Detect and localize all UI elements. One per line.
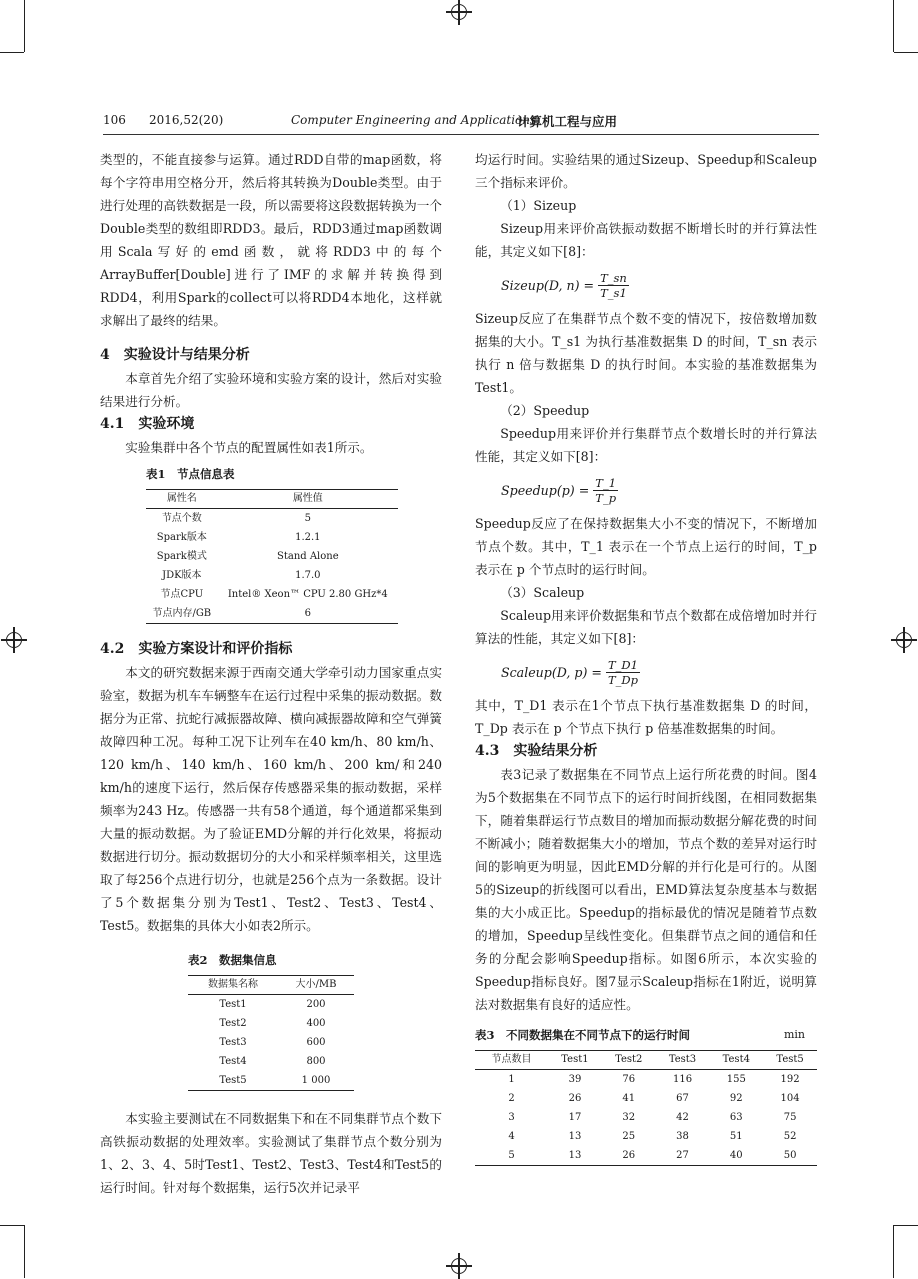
- page-number: 106: [103, 113, 126, 127]
- table-cell: 116: [672, 1074, 693, 1085]
- crop-mark: [893, 0, 894, 52]
- table-row: [188, 1033, 354, 1052]
- subheading: （1）Sizeup: [500, 198, 577, 213]
- column-header: Test1: [548, 1051, 602, 1070]
- table-cell: 27: [656, 1146, 710, 1166]
- table-cell: 4: [508, 1131, 515, 1142]
- paragraph: Speedup用来评价并行集群节点个数增长时的并行算法性能，其定义如下[8]：: [475, 426, 817, 464]
- table-row: [188, 995, 354, 1015]
- table-cell: 600: [306, 1037, 326, 1048]
- formula-speedup: [475, 468, 817, 512]
- right-column: [475, 148, 817, 1166]
- table-cell: 63: [729, 1112, 743, 1123]
- table-cell: 3: [508, 1112, 515, 1123]
- registration-mark-icon: [451, 1258, 467, 1274]
- table-cell: 1 000: [278, 1071, 354, 1091]
- table-row: [146, 585, 398, 604]
- table-cell: 76: [622, 1074, 636, 1085]
- table-cell: 5: [475, 1146, 548, 1166]
- column-header: 属性名: [146, 490, 218, 509]
- paragraph: 类型的，不能直接参与运算。通过RDD自带的map函数，将每个字符串用空格分开，然后将其转换为Double类型。由于进行处理的高铁数据是一段，所以需要将这段数据转换为一个Double类型的数组即RDD3。最后，RDD3通过map函数调用Scala写好的emd函数，就将RDD3中的每个ArrayBuffer[Double]进行了IMF的求解并转换得到RDD4，利用Spark的collect可以将RDD4本地化，这样就求解出了最终的结果。: [100, 152, 442, 328]
- journal-name-en: Computer Engineering and Applications: [291, 113, 537, 127]
- column-header: Test3: [656, 1051, 710, 1070]
- issue-info: 2016,52(20): [149, 113, 224, 127]
- table-cell: JDK版本: [162, 570, 202, 581]
- table-cell: 51: [729, 1131, 743, 1142]
- paragraph: 本实验主要测试在不同数据集下和在不同集群节点个数下高铁振动数据的处理效率。实验测试了集群节点个数分别为1、2、3、4、5时Test1、Test2、Test3、Test4和Test5的运行时间。针对每个数据集，运行5次并记录平: [100, 1111, 442, 1195]
- running-header: [103, 111, 819, 133]
- paragraph: Sizeup用来评价高铁振动数据不断增长时的并行算法性能，其定义如下[8]：: [475, 221, 817, 259]
- paragraph: Speedup反应了在保持数据集大小不变的情况下，不断增加节点个数。其中，T_1 表示在一个节点上运行的时间，T_p 表示在 p 个节点时的运行时间。: [475, 516, 817, 577]
- column-header: Test5: [763, 1051, 817, 1070]
- table-cell: Spark模式: [156, 551, 207, 562]
- table-3: [475, 1024, 817, 1166]
- table-caption: 表1 节点信息表: [146, 467, 235, 481]
- table-cell: 75: [783, 1112, 797, 1123]
- table-cell: 26: [568, 1093, 582, 1104]
- table-cell: Stand Alone: [276, 551, 339, 562]
- table-row: [475, 1070, 817, 1090]
- table-2: [188, 949, 354, 1091]
- node-info-table: [146, 489, 398, 624]
- table-caption: 表2 数据集信息: [188, 953, 277, 967]
- table-row: [146, 604, 398, 624]
- table-cell: 104: [780, 1093, 800, 1104]
- column-header: 数据集名称: [188, 976, 278, 995]
- paragraph: Scaleup用来评价数据集和节点个数都在成倍增加时并行算法的性能，其定义如下[8]：: [475, 608, 817, 646]
- registration-mark-icon: [896, 632, 912, 648]
- table-cell: Spark版本: [156, 532, 207, 543]
- crop-mark: [893, 1225, 894, 1278]
- column-header: Test4: [709, 1051, 763, 1070]
- formula-denominator: T_Dp: [607, 672, 638, 687]
- table-row: [146, 547, 398, 566]
- table-cell: 52: [783, 1131, 797, 1142]
- table-cell: Intel® Xeon™ CPU 2.80 GHz*4: [227, 589, 388, 600]
- dataset-info-table: [188, 975, 354, 1091]
- subheading: （2）Speedup: [500, 403, 590, 418]
- table-row: [475, 1146, 817, 1166]
- table-cell: 1: [508, 1074, 515, 1085]
- runtime-table: [475, 1050, 817, 1166]
- crop-mark: [894, 1225, 918, 1226]
- formula-denominator: T_s1: [600, 285, 627, 300]
- registration-mark-icon: [6, 632, 22, 648]
- paragraph: 本文的研究数据来源于西南交通大学牵引动力国家重点实验室，数据为机车车辆整车在运行过程中采集的振动数据。数据分为正常、抗蛇行减振器故障、横向减振器故障和空气弹簧故障四种工况。每种工况下让列车在40 km/h、80 km/h、120 km/h、140 km/h、160 km/h、200 km/和240 km/h的速度下运行，然后保存传感器采集的振动数据，采样频率为243 Hz。传感器一共有58个通道，每个通道都采集到大量的振动数据。为了验证EMD分解的并行化效果，将振动数据进行切分。振动数据切分的大小和采样频率相关，这里选取了每256个点进行切分，也就是256个点为一条数据。设计了5个数据集分别为Test1、Test2、Test3、Test4、Test5。数据集的具体大小如表2所示。: [100, 665, 442, 933]
- registration-mark-icon: [451, 4, 467, 20]
- subheading: （3）Scaleup: [500, 585, 585, 600]
- table-cell: 节点内存/GB: [146, 604, 218, 624]
- column-header: 节点数目: [475, 1051, 548, 1070]
- table-cell: Test1: [219, 999, 247, 1010]
- formula-numerator: T_1: [595, 475, 617, 490]
- table-header-row: [146, 490, 398, 509]
- column-header: 属性值: [218, 490, 398, 509]
- table-cell: 1.7.0: [295, 570, 321, 581]
- table-row: [188, 1071, 354, 1091]
- formula-numerator: T_D1: [607, 657, 638, 672]
- crop-mark: [0, 52, 24, 53]
- table-row: [475, 1089, 817, 1108]
- journal-name-cn: 计算机工程与应用: [517, 114, 618, 129]
- table-cell: 5: [304, 513, 311, 524]
- table-cell: 32: [622, 1112, 636, 1123]
- table-row: [146, 528, 398, 547]
- header-rule: [103, 134, 819, 135]
- table-cell: Test3: [219, 1037, 247, 1048]
- formula-lhs: Speedup(p) =: [501, 482, 590, 498]
- paragraph: Sizeup反应了在集群节点个数不变的情况下，按倍数增加数据集的大小。T_s1 为执行基准数据集 D 的时间，T_sn 表示执行 n 倍与数据集 D 的执行时间。本实验的基准数据集为Test1。: [475, 311, 817, 395]
- table-cell: 39: [568, 1074, 582, 1085]
- table-cell: 6: [218, 604, 398, 624]
- table-cell: 38: [676, 1131, 689, 1142]
- table-row: [188, 1014, 354, 1033]
- formula-sizeup: [475, 263, 817, 307]
- column-header: 大小/MB: [278, 976, 354, 995]
- paragraph: 本章首先介绍了实验环境和实验方案的设计，然后对实验结果进行分析。: [100, 371, 442, 409]
- formula-scaleup: [475, 650, 817, 694]
- table-row: [146, 566, 398, 585]
- table-row: [146, 509, 398, 529]
- crop-mark: [0, 1225, 24, 1226]
- formula-numerator: T_sn: [600, 270, 627, 285]
- section-heading: 4.2 实验方案设计和评价指标: [100, 641, 293, 657]
- crop-mark: [24, 1225, 25, 1278]
- table-cell: 25: [622, 1131, 636, 1142]
- table-row: [475, 1108, 817, 1127]
- crop-mark: [894, 52, 918, 53]
- formula-denominator: T_p: [595, 490, 617, 505]
- table-cell: 13: [548, 1146, 602, 1166]
- table-header-row: [475, 1051, 817, 1070]
- section-heading: 4.1 实验环境: [100, 416, 195, 432]
- paragraph: 均运行时间。实验结果的通过Sizeup、Speedup和Scaleup三个指标来评价。: [475, 152, 817, 190]
- table-cell: 节点CPU: [160, 589, 204, 600]
- left-column: [100, 148, 442, 1199]
- formula-lhs: Scaleup(D, p) =: [501, 664, 602, 680]
- table-cell: Test2: [219, 1018, 247, 1029]
- formula-lhs: Sizeup(D, n) =: [501, 277, 595, 293]
- table-cell: Test5: [188, 1071, 278, 1091]
- paragraph: 实验集群中各个节点的配置属性如表1所示。: [125, 440, 373, 455]
- table-header-row: [188, 976, 354, 995]
- table-cell: 67: [676, 1093, 689, 1104]
- table-cell: 2: [508, 1093, 515, 1104]
- table-cell: 26: [602, 1146, 656, 1166]
- table-cell: 17: [568, 1112, 582, 1123]
- crop-mark: [24, 0, 25, 52]
- table-cell: 节点个数: [161, 513, 202, 524]
- table-cell: 50: [763, 1146, 817, 1166]
- table-1: [146, 463, 398, 624]
- table-cell: 200: [306, 999, 326, 1010]
- table-unit: min: [783, 1028, 805, 1041]
- table-cell: 155: [726, 1074, 746, 1085]
- table-cell: 13: [568, 1131, 582, 1142]
- table-caption: 表3 不同数据集在不同节点下的运行时间: [475, 1028, 690, 1042]
- table-cell: 400: [306, 1018, 326, 1029]
- table-cell: Test4: [219, 1056, 247, 1067]
- table-cell: 1.2.1: [295, 532, 321, 543]
- paragraph: 其中，T_D1 表示在1个节点下执行基准数据集 D 的时间，T_Dp 表示在 p 个节点下执行 p 倍基准数据集的时间。: [475, 698, 817, 736]
- section-heading: 4.3 实验结果分析: [475, 743, 598, 759]
- table-cell: 92: [729, 1093, 743, 1104]
- table-cell: 42: [676, 1112, 689, 1123]
- table-cell: 40: [709, 1146, 763, 1166]
- table-cell: 192: [780, 1074, 800, 1085]
- paragraph: 表3记录了数据集在不同节点上运行所花费的时间。图4为5个数据集在不同节点下的运行时间折线图，在相同数据集下，随着集群运行节点数目的增加而振动数据分解花费的时间不断减小；随着数据集大小的增加，节点个数的差异对运行时间的影响更为明显，因此EMD分解的并行化是可行的。从图5的Sizeup的折线图可以看出，EMD算法复杂度基本与数据集的大小成正比。Speedup的指标最优的情况是随着节点数的增加，Speedup呈线性变化。但集群节点之间的通信和任务的分配会影响Speedup指标。如图6所示，本次实验的Speedup指标良好。图7显示Scaleup指标在1附近，说明算法对数据集有良好的适应性。: [475, 767, 817, 1012]
- column-header: Test2: [602, 1051, 656, 1070]
- table-row: [188, 1052, 354, 1071]
- table-cell: 800: [306, 1056, 326, 1067]
- table-cell: 41: [622, 1093, 636, 1104]
- section-heading: 4 实验设计与结果分析: [100, 347, 250, 363]
- table-row: [475, 1127, 817, 1146]
